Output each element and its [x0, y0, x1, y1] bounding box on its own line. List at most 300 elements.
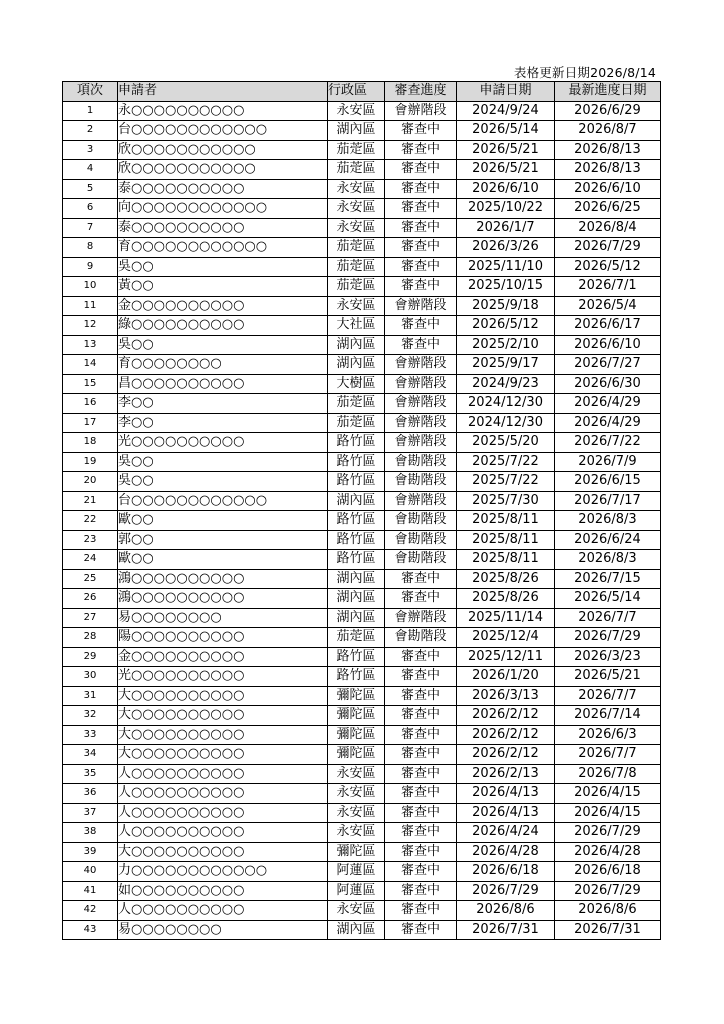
- district-cell: 永安區: [328, 199, 385, 219]
- table-row: [63, 452, 661, 472]
- district-cell: 大樹區: [328, 374, 385, 394]
- applicant-cell: 泰○○○○○○○○○○: [118, 179, 328, 199]
- application-date-cell: 2026/5/12: [457, 316, 555, 336]
- application-date-cell: 2024/12/30: [457, 394, 555, 414]
- item-number-cell: 29: [63, 647, 118, 667]
- district-cell: 路竹區: [328, 647, 385, 667]
- table-row: [63, 491, 661, 511]
- district-cell: 永安區: [328, 101, 385, 121]
- column-header-review-status: 審查進度: [385, 82, 457, 102]
- latest-progress-date-cell: 2026/8/3: [555, 511, 661, 531]
- applicant-cell: 吳○○: [118, 452, 328, 472]
- review-status-cell: 會勘階段: [385, 452, 457, 472]
- application-date-cell: 2025/10/15: [457, 277, 555, 297]
- application-date-cell: 2025/10/22: [457, 199, 555, 219]
- item-number-cell: 6: [63, 199, 118, 219]
- table-row: [63, 550, 661, 570]
- application-date-cell: 2024/9/24: [457, 101, 555, 121]
- applicant-cell: 如○○○○○○○○○○: [118, 881, 328, 901]
- latest-progress-date-cell: 2026/6/3: [555, 725, 661, 745]
- item-number-cell: 32: [63, 706, 118, 726]
- latest-progress-date-cell: 2026/6/10: [555, 335, 661, 355]
- table-header-row: [63, 82, 661, 102]
- applicant-cell: 易○○○○○○○○: [118, 920, 328, 940]
- table-row: [63, 823, 661, 843]
- table-row: [63, 511, 661, 531]
- latest-progress-date-cell: 2026/7/27: [555, 355, 661, 375]
- applicant-cell: 歐○○: [118, 550, 328, 570]
- application-date-cell: 2026/7/31: [457, 920, 555, 940]
- district-cell: 茄萣區: [328, 413, 385, 433]
- item-number-cell: 18: [63, 433, 118, 453]
- application-date-cell: 2026/2/12: [457, 745, 555, 765]
- item-number-cell: 19: [63, 452, 118, 472]
- table-row: [63, 725, 661, 745]
- review-status-cell: 會辦階段: [385, 608, 457, 628]
- review-status-cell: 審查中: [385, 667, 457, 687]
- review-status-cell: 審查中: [385, 140, 457, 160]
- review-status-cell: 審查中: [385, 803, 457, 823]
- latest-progress-date-cell: 2026/7/22: [555, 433, 661, 453]
- application-date-cell: 2025/8/11: [457, 550, 555, 570]
- review-status-cell: 會勘階段: [385, 511, 457, 531]
- review-status-cell: 審查中: [385, 257, 457, 277]
- applicant-cell: 人○○○○○○○○○○: [118, 764, 328, 784]
- column-header-applicant: 申請者: [118, 82, 328, 102]
- district-cell: 茄萣區: [328, 628, 385, 648]
- item-number-cell: 34: [63, 745, 118, 765]
- district-cell: 彌陀區: [328, 725, 385, 745]
- latest-progress-date-cell: 2026/7/15: [555, 569, 661, 589]
- application-date-cell: 2026/2/12: [457, 706, 555, 726]
- applicant-cell: 吳○○: [118, 472, 328, 492]
- applicant-cell: 大○○○○○○○○○○: [118, 745, 328, 765]
- item-number-cell: 16: [63, 394, 118, 414]
- applicant-cell: 易○○○○○○○○: [118, 608, 328, 628]
- item-number-cell: 17: [63, 413, 118, 433]
- district-cell: 路竹區: [328, 472, 385, 492]
- review-status-cell: 審查中: [385, 121, 457, 141]
- latest-progress-date-cell: 2026/5/21: [555, 667, 661, 687]
- review-status-cell: 審查中: [385, 199, 457, 219]
- item-number-cell: 21: [63, 491, 118, 511]
- review-status-cell: 會辦階段: [385, 491, 457, 511]
- table-row: [63, 140, 661, 160]
- table-row: [63, 842, 661, 862]
- table-row: [63, 706, 661, 726]
- table-row: [63, 667, 661, 687]
- applicant-cell: 欣○○○○○○○○○○○: [118, 160, 328, 180]
- table-row: [63, 296, 661, 316]
- item-number-cell: 30: [63, 667, 118, 687]
- review-status-cell: 會辦階段: [385, 296, 457, 316]
- district-cell: 彌陀區: [328, 842, 385, 862]
- district-cell: 路竹區: [328, 550, 385, 570]
- latest-progress-date-cell: 2026/7/31: [555, 920, 661, 940]
- applicant-cell: 人○○○○○○○○○○: [118, 784, 328, 804]
- review-status-cell: 會勘階段: [385, 530, 457, 550]
- application-date-cell: 2026/1/20: [457, 667, 555, 687]
- latest-progress-date-cell: 2026/6/10: [555, 179, 661, 199]
- district-cell: 茄萣區: [328, 257, 385, 277]
- application-date-cell: 2025/11/14: [457, 608, 555, 628]
- application-date-cell: 2026/6/18: [457, 862, 555, 882]
- applicant-cell: 人○○○○○○○○○○: [118, 823, 328, 843]
- applicant-cell: 力○○○○○○○○○○○○: [118, 862, 328, 882]
- review-status-cell: 會勘階段: [385, 628, 457, 648]
- application-date-cell: 2026/7/29: [457, 881, 555, 901]
- column-header-item-no: 項次: [63, 82, 118, 102]
- application-date-cell: 2025/7/22: [457, 472, 555, 492]
- item-number-cell: 24: [63, 550, 118, 570]
- applicant-cell: 郭○○: [118, 530, 328, 550]
- table-row: [63, 784, 661, 804]
- latest-progress-date-cell: 2026/7/1: [555, 277, 661, 297]
- review-status-cell: 審查中: [385, 901, 457, 921]
- review-status-cell: 審查中: [385, 920, 457, 940]
- applicant-cell: 李○○: [118, 413, 328, 433]
- item-number-cell: 41: [63, 881, 118, 901]
- latest-progress-date-cell: 2026/8/3: [555, 550, 661, 570]
- item-number-cell: 14: [63, 355, 118, 375]
- application-date-cell: 2025/12/11: [457, 647, 555, 667]
- item-number-cell: 42: [63, 901, 118, 921]
- review-status-cell: 審查中: [385, 335, 457, 355]
- district-cell: 湖內區: [328, 589, 385, 609]
- district-cell: 湖內區: [328, 121, 385, 141]
- table-row: [63, 433, 661, 453]
- applicant-cell: 育○○○○○○○○○○○○: [118, 238, 328, 258]
- application-date-cell: 2024/12/30: [457, 413, 555, 433]
- item-number-cell: 8: [63, 238, 118, 258]
- item-number-cell: 33: [63, 725, 118, 745]
- table-row: [63, 257, 661, 277]
- latest-progress-date-cell: 2026/7/7: [555, 686, 661, 706]
- district-cell: 湖內區: [328, 608, 385, 628]
- application-date-cell: 2025/11/10: [457, 257, 555, 277]
- application-date-cell: 2026/3/13: [457, 686, 555, 706]
- review-status-cell: 審查中: [385, 316, 457, 336]
- latest-progress-date-cell: 2026/7/9: [555, 452, 661, 472]
- applicant-cell: 永○○○○○○○○○○: [118, 101, 328, 121]
- district-cell: 永安區: [328, 218, 385, 238]
- table-row: [63, 472, 661, 492]
- table-row: [63, 355, 661, 375]
- latest-progress-date-cell: 2026/4/15: [555, 803, 661, 823]
- item-number-cell: 38: [63, 823, 118, 843]
- district-cell: 茄萣區: [328, 160, 385, 180]
- latest-progress-date-cell: 2026/4/28: [555, 842, 661, 862]
- item-number-cell: 3: [63, 140, 118, 160]
- review-status-cell: 審查中: [385, 647, 457, 667]
- table-row: [63, 764, 661, 784]
- review-status-cell: 審查中: [385, 823, 457, 843]
- district-cell: 湖內區: [328, 920, 385, 940]
- district-cell: 路竹區: [328, 511, 385, 531]
- application-date-cell: 2026/2/13: [457, 764, 555, 784]
- district-cell: 永安區: [328, 803, 385, 823]
- application-date-cell: 2026/2/12: [457, 725, 555, 745]
- table-row: [63, 920, 661, 940]
- latest-progress-date-cell: 2026/8/6: [555, 901, 661, 921]
- applicant-cell: 大○○○○○○○○○○: [118, 706, 328, 726]
- application-date-cell: 2025/8/11: [457, 511, 555, 531]
- district-cell: 彌陀區: [328, 706, 385, 726]
- table-row: [63, 238, 661, 258]
- review-status-cell: 會勘階段: [385, 550, 457, 570]
- applicant-cell: 黃○○: [118, 277, 328, 297]
- application-date-cell: 2026/6/10: [457, 179, 555, 199]
- table-row: [63, 901, 661, 921]
- item-number-cell: 1: [63, 101, 118, 121]
- applicant-cell: 吳○○: [118, 335, 328, 355]
- review-status-cell: 審查中: [385, 160, 457, 180]
- table-row: [63, 179, 661, 199]
- district-cell: 茄萣區: [328, 277, 385, 297]
- district-cell: 永安區: [328, 784, 385, 804]
- applicant-cell: 金○○○○○○○○○○: [118, 647, 328, 667]
- district-cell: 湖內區: [328, 491, 385, 511]
- applicant-cell: 陽○○○○○○○○○○: [118, 628, 328, 648]
- item-number-cell: 35: [63, 764, 118, 784]
- application-date-cell: 2025/2/10: [457, 335, 555, 355]
- application-date-cell: 2026/5/21: [457, 140, 555, 160]
- latest-progress-date-cell: 2026/7/7: [555, 608, 661, 628]
- application-date-cell: 2025/12/4: [457, 628, 555, 648]
- district-cell: 永安區: [328, 764, 385, 784]
- latest-progress-date-cell: 2026/7/17: [555, 491, 661, 511]
- latest-progress-date-cell: 2026/6/30: [555, 374, 661, 394]
- review-status-cell: 審查中: [385, 862, 457, 882]
- item-number-cell: 10: [63, 277, 118, 297]
- latest-progress-date-cell: 2026/5/12: [555, 257, 661, 277]
- latest-progress-date-cell: 2026/7/29: [555, 628, 661, 648]
- applicant-cell: 欣○○○○○○○○○○○: [118, 140, 328, 160]
- table-row: [63, 101, 661, 121]
- district-cell: 彌陀區: [328, 686, 385, 706]
- latest-progress-date-cell: 2026/8/4: [555, 218, 661, 238]
- application-date-cell: 2025/7/30: [457, 491, 555, 511]
- district-cell: 路竹區: [328, 452, 385, 472]
- application-date-cell: 2025/8/11: [457, 530, 555, 550]
- district-cell: 湖內區: [328, 355, 385, 375]
- district-cell: 永安區: [328, 823, 385, 843]
- latest-progress-date-cell: 2026/7/29: [555, 881, 661, 901]
- applicant-cell: 人○○○○○○○○○○: [118, 901, 328, 921]
- review-status-cell: 會勘階段: [385, 472, 457, 492]
- applicant-cell: 泰○○○○○○○○○○: [118, 218, 328, 238]
- review-status-cell: 審查中: [385, 764, 457, 784]
- table-row: [63, 335, 661, 355]
- application-date-cell: 2026/1/7: [457, 218, 555, 238]
- applicant-cell: 大○○○○○○○○○○: [118, 842, 328, 862]
- item-number-cell: 15: [63, 374, 118, 394]
- district-cell: 茄萣區: [328, 394, 385, 414]
- item-number-cell: 31: [63, 686, 118, 706]
- district-cell: 路竹區: [328, 667, 385, 687]
- item-number-cell: 43: [63, 920, 118, 940]
- table-row: [63, 316, 661, 336]
- review-status-cell: 審查中: [385, 238, 457, 258]
- table-row: [63, 413, 661, 433]
- item-number-cell: 12: [63, 316, 118, 336]
- district-cell: 阿蓮區: [328, 862, 385, 882]
- district-cell: 茄萣區: [328, 140, 385, 160]
- table-row: [63, 628, 661, 648]
- latest-progress-date-cell: 2026/8/13: [555, 160, 661, 180]
- review-status-cell: 會辦階段: [385, 355, 457, 375]
- table-row: [63, 218, 661, 238]
- column-header-application-date: 申請日期: [457, 82, 555, 102]
- applicant-cell: 金○○○○○○○○○○: [118, 296, 328, 316]
- review-status-cell: 審查中: [385, 277, 457, 297]
- review-status-cell: 會辦階段: [385, 374, 457, 394]
- table-row: [63, 374, 661, 394]
- application-table: [62, 81, 661, 940]
- table-updated-date: 表格更新日期2026/8/14: [513, 65, 656, 80]
- latest-progress-date-cell: 2026/6/18: [555, 862, 661, 882]
- item-number-cell: 25: [63, 569, 118, 589]
- item-number-cell: 36: [63, 784, 118, 804]
- review-status-cell: 審查中: [385, 179, 457, 199]
- table-row: [63, 394, 661, 414]
- applicant-cell: 光○○○○○○○○○○: [118, 667, 328, 687]
- latest-progress-date-cell: 2026/8/7: [555, 121, 661, 141]
- latest-progress-date-cell: 2026/6/15: [555, 472, 661, 492]
- item-number-cell: 4: [63, 160, 118, 180]
- item-number-cell: 7: [63, 218, 118, 238]
- district-cell: 茄萣區: [328, 238, 385, 258]
- item-number-cell: 27: [63, 608, 118, 628]
- application-date-cell: 2025/5/20: [457, 433, 555, 453]
- application-date-cell: 2026/8/6: [457, 901, 555, 921]
- item-number-cell: 37: [63, 803, 118, 823]
- review-status-cell: 會辦階段: [385, 433, 457, 453]
- latest-progress-date-cell: 2026/7/14: [555, 706, 661, 726]
- applicant-cell: 人○○○○○○○○○○: [118, 803, 328, 823]
- latest-progress-date-cell: 2026/4/29: [555, 394, 661, 414]
- table-body: [63, 101, 661, 940]
- item-number-cell: 11: [63, 296, 118, 316]
- application-date-cell: 2024/9/23: [457, 374, 555, 394]
- district-cell: 路竹區: [328, 530, 385, 550]
- review-status-cell: 審查中: [385, 218, 457, 238]
- application-date-cell: 2025/9/18: [457, 296, 555, 316]
- application-date-cell: 2025/8/26: [457, 589, 555, 609]
- table-row: [63, 803, 661, 823]
- table-row: [63, 745, 661, 765]
- district-cell: 湖內區: [328, 335, 385, 355]
- applicant-cell: 大○○○○○○○○○○: [118, 686, 328, 706]
- table-row: [63, 277, 661, 297]
- review-status-cell: 審查中: [385, 881, 457, 901]
- column-header-latest-progress-date: 最新進度日期: [555, 82, 661, 102]
- latest-progress-date-cell: 2026/8/13: [555, 140, 661, 160]
- latest-progress-date-cell: 2026/7/8: [555, 764, 661, 784]
- applicant-cell: 大○○○○○○○○○○: [118, 725, 328, 745]
- application-date-cell: 2026/4/28: [457, 842, 555, 862]
- latest-progress-date-cell: 2026/7/7: [555, 745, 661, 765]
- application-date-cell: 2025/7/22: [457, 452, 555, 472]
- district-cell: 永安區: [328, 296, 385, 316]
- latest-progress-date-cell: 2026/6/25: [555, 199, 661, 219]
- application-date-cell: 2026/4/24: [457, 823, 555, 843]
- item-number-cell: 28: [63, 628, 118, 648]
- applicant-cell: 鴻○○○○○○○○○○: [118, 569, 328, 589]
- district-cell: 彌陀區: [328, 745, 385, 765]
- applicant-cell: 台○○○○○○○○○○○○: [118, 491, 328, 511]
- item-number-cell: 9: [63, 257, 118, 277]
- application-date-cell: 2025/9/17: [457, 355, 555, 375]
- review-status-cell: 審查中: [385, 706, 457, 726]
- latest-progress-date-cell: 2026/3/23: [555, 647, 661, 667]
- district-cell: 路竹區: [328, 433, 385, 453]
- table-row: [63, 608, 661, 628]
- applicant-cell: 向○○○○○○○○○○○○: [118, 199, 328, 219]
- latest-progress-date-cell: 2026/7/29: [555, 823, 661, 843]
- district-cell: 湖內區: [328, 569, 385, 589]
- review-status-cell: 審查中: [385, 842, 457, 862]
- applicant-cell: 吳○○: [118, 257, 328, 277]
- review-status-cell: 審查中: [385, 745, 457, 765]
- applicant-cell: 光○○○○○○○○○○: [118, 433, 328, 453]
- applicant-cell: 綠○○○○○○○○○○: [118, 316, 328, 336]
- table-row: [63, 647, 661, 667]
- item-number-cell: 26: [63, 589, 118, 609]
- table-row: [63, 530, 661, 550]
- item-number-cell: 2: [63, 121, 118, 141]
- review-status-cell: 審查中: [385, 725, 457, 745]
- table-row: [63, 686, 661, 706]
- review-status-cell: 會辦階段: [385, 394, 457, 414]
- item-number-cell: 20: [63, 472, 118, 492]
- latest-progress-date-cell: 2026/4/15: [555, 784, 661, 804]
- review-status-cell: 審查中: [385, 589, 457, 609]
- latest-progress-date-cell: 2026/6/29: [555, 101, 661, 121]
- district-cell: 永安區: [328, 901, 385, 921]
- latest-progress-date-cell: 2026/5/14: [555, 589, 661, 609]
- latest-progress-date-cell: 2026/7/29: [555, 238, 661, 258]
- column-header-district: 行政區: [328, 82, 385, 102]
- application-date-cell: 2026/5/21: [457, 160, 555, 180]
- latest-progress-date-cell: 2026/6/17: [555, 316, 661, 336]
- applicant-cell: 育○○○○○○○○: [118, 355, 328, 375]
- item-number-cell: 13: [63, 335, 118, 355]
- application-date-cell: 2025/8/26: [457, 569, 555, 589]
- latest-progress-date-cell: 2026/6/24: [555, 530, 661, 550]
- item-number-cell: 39: [63, 842, 118, 862]
- application-date-cell: 2026/4/13: [457, 784, 555, 804]
- table-row: [63, 199, 661, 219]
- table-row: [63, 862, 661, 882]
- item-number-cell: 40: [63, 862, 118, 882]
- applicant-cell: 歐○○: [118, 511, 328, 531]
- review-status-cell: 審查中: [385, 784, 457, 804]
- review-status-cell: 審查中: [385, 686, 457, 706]
- item-number-cell: 23: [63, 530, 118, 550]
- review-status-cell: 會辦階段: [385, 101, 457, 121]
- district-cell: 阿蓮區: [328, 881, 385, 901]
- table-row: [63, 121, 661, 141]
- applicant-cell: 李○○: [118, 394, 328, 414]
- table-row: [63, 881, 661, 901]
- application-date-cell: 2026/5/14: [457, 121, 555, 141]
- district-cell: 大社區: [328, 316, 385, 336]
- table-row: [63, 569, 661, 589]
- review-status-cell: 會辦階段: [385, 413, 457, 433]
- application-date-cell: 2026/4/13: [457, 803, 555, 823]
- applicant-cell: 昌○○○○○○○○○○: [118, 374, 328, 394]
